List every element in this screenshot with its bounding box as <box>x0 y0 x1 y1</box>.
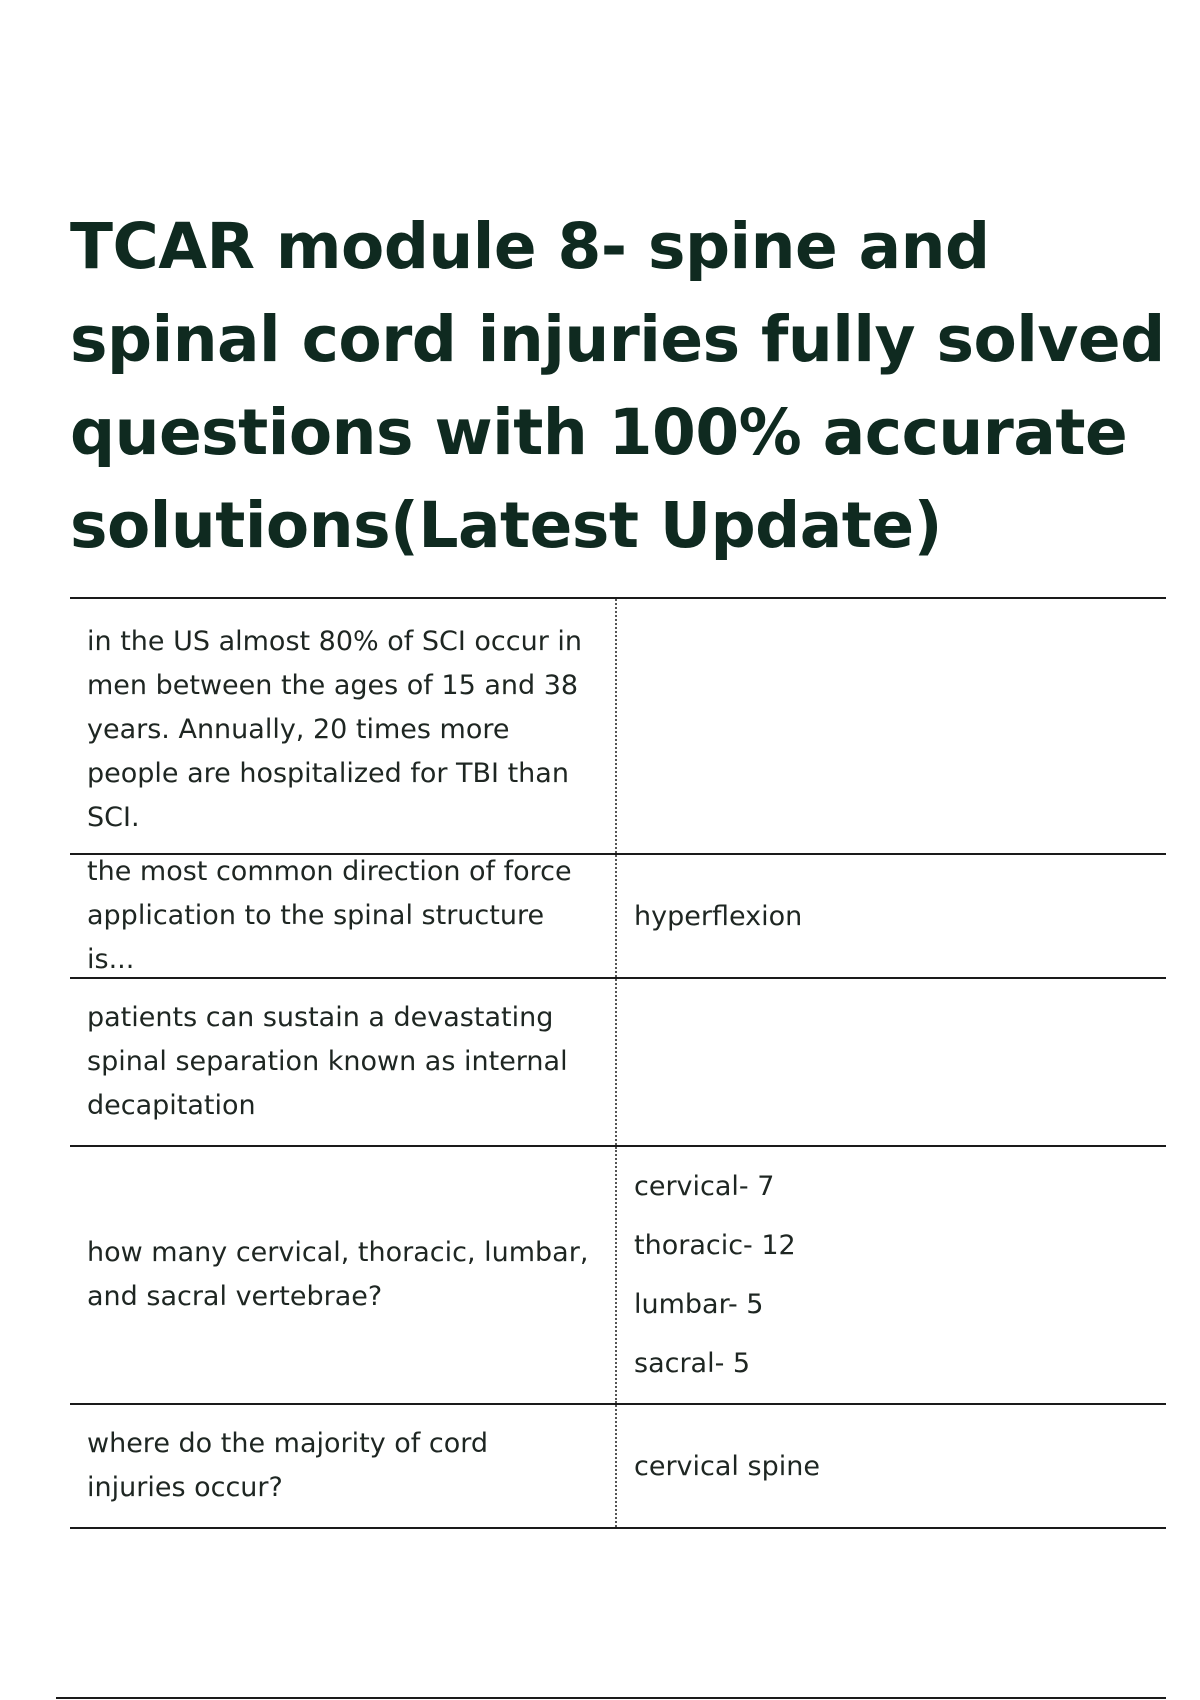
document-title: TCAR module 8- spine and spinal cord injuries fully solved questions with 100% accurate solutions(Latest Update) <box>70 210 1165 562</box>
term-text: the most common direction of force application to the spinal structure is... <box>87 856 572 975</box>
definition-cell <box>617 979 1166 1145</box>
table-row <box>70 855 1166 979</box>
definition-text: thoracic- 12 <box>634 1230 796 1261</box>
definition-text: cervical- 7 <box>634 1171 775 1202</box>
definition-text: sacral- 5 <box>634 1348 751 1379</box>
term-cell <box>70 855 617 977</box>
footer-divider <box>56 1697 1166 1699</box>
term-cell <box>70 1405 617 1527</box>
table-row <box>70 599 1166 855</box>
definition-text: cervical spine <box>634 1450 820 1482</box>
term-cell <box>70 979 617 1145</box>
term-text: how many cervical, thoracic, lumbar, and sacral vertebrae? <box>87 1237 589 1312</box>
term-cell <box>70 1147 617 1403</box>
table-row <box>70 1405 1166 1529</box>
definition-cell <box>617 1147 1166 1403</box>
term-cell <box>70 599 617 853</box>
definition-cell <box>617 599 1166 853</box>
table-row <box>70 1147 1166 1405</box>
definition-text: hyperflexion <box>634 900 803 932</box>
definition-text: lumbar- 5 <box>634 1289 764 1320</box>
flashcard-table <box>70 597 1166 1529</box>
term-text: in the US almost 80% of SCI occur in men between the ages of 15 and 38 years. Annually, 20 times more people are hospitalized for TBI than SCI. <box>87 626 583 833</box>
definition-cell <box>617 855 1166 977</box>
term-text: patients can sustain a devastating spinal separation known as internal decapitation <box>87 1002 568 1121</box>
term-text: where do the majority of cord injuries occur? <box>87 1428 488 1503</box>
definition-cell <box>617 1405 1166 1527</box>
table-row <box>70 979 1166 1147</box>
